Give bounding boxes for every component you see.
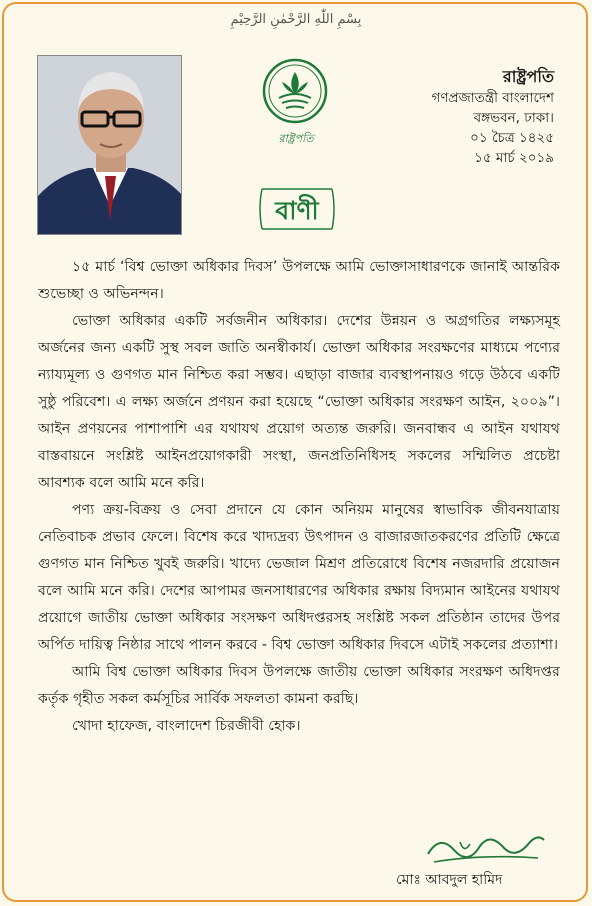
signatory-name: মোঃ আবদুল হামিদ	[396, 872, 503, 888]
paragraph: ১৫ মার্চ ‘বিশ্ব ভোক্তা অধিকার দিবস’ উপলক্ষে আমি ভোক্তাসাধারণকে জানাই আন্তরিক শুভেচ্ছা ও অভিনন্দন।	[38, 259, 560, 302]
date-bengali: ০১ চৈত্র ১৪২৫	[470, 130, 554, 146]
date-gregorian: ১৫ মার্চ ২০১৯	[474, 150, 554, 166]
paragraph: ভোক্তা অধিকার একটি সর্বজনীন অধিকার। দেশের উন্নয়ন ও অগ্রগতির লক্ষ্যসমূহ অর্জনের জন্য একটি সুস্থ সবল জাতি অনস্বীকার্য। ভোক্তা অধিকার সংরক্ষণের মাধ্যমে পণ্যের ন্যায্যমূল্য ও গুণগত মান নিশ্চিত করা সম্ভব। এছাড়া বাজার ব্যবস্থাপনায়ও গড়ে উঠবে একটি সুষ্ঠু পরিবেশ। এ লক্ষ্য অর্জনে প্রণয়ন করা হয়েছে “ভোক্তা অধিকার সংরক্ষণ আইন, ২০০৯”। আইন প্রণয়নের পাশাপাশি এর যথাযথ প্রয়োগ অত্যন্ত জরুরি। জনবান্ধব এ আইন যথাযথ বাস্তবায়নে সংশ্লিষ্ট আইনপ্রয়োগকারী সংস্থা, জনপ্রতিনিধিসহ সকলের সম্মিলিত প্রচেষ্টা আবশ্যক বলে আমি মনে করি।	[38, 313, 560, 491]
paragraph: পণ্য ক্রয়-বিক্রয় ও সেবা প্রদানে যে কোন অনিয়ম মানুষের স্বাভাবিক জীবনযাত্রায় নেতিবাচক প্রভাব ফেলে। বিশেষ করে খাদ্যদ্রব্য উৎপাদন ও বাজারজাতকরণের প্রতিটি ক্ষেত্রে গুণগত মান নিশ্চিত খুবই জরুরি। খাদ্যে ভেজাল মিশ্রণ প্রতিরোধে বিশেষ নজরদারি প্রয়োজন বলে আমি মনে করি। দেশের আপামর জনসাধারণের অধিকার রক্ষায় বিদ্যমান আইনের যথাযথ প্রয়োগে জাতীয় ভোক্তা অধিকার সংসক্ষণ অধিদপ্তরসহ সংশ্লিষ্ট সকল প্রতিষ্ঠান তাদের উপর অর্পিত দায়িত্ব নিষ্ঠার সাথে পালন করবে - বিশ্ব ভোক্তা অধিকার দিবসে এটাই সকলের প্রত্যাশা।	[38, 502, 560, 653]
heading-ornament	[258, 185, 336, 233]
office-line: বঙ্গভবন, ঢাকা।	[473, 110, 554, 126]
signature-image	[420, 824, 550, 870]
office-line: গণপ্রজাতন্ত্রী বাংলাদেশ	[431, 90, 554, 106]
bangladesh-emblem-icon	[262, 58, 328, 124]
message-body	[38, 254, 560, 740]
heading-bani: বাণী	[275, 196, 319, 225]
bismillah-calligraphy: بِسْمِ اللّٰهِ الرَّحْمٰنِ الرَّحِيْمِ	[230, 12, 362, 27]
emblem-caption: রাষ্ট্রপতি	[278, 132, 314, 145]
office-title: রাষ্ট্রপতি	[502, 67, 554, 86]
president-portrait	[37, 55, 182, 235]
office-address-block	[432, 66, 554, 168]
paragraph: খোদা হাফেজ, বাংলাদেশ চিরজীবী হোক।	[72, 718, 301, 734]
paragraph: আমি বিশ্ব ভোক্তা অধিকার দিবস উপলক্ষে জাতীয় ভোক্তা অধিকার সংরক্ষণ অধিদপ্তর কর্তৃক গৃহীত সকল কর্মসূচির সার্বিক সফলতা কামনা করছি।	[38, 664, 560, 707]
